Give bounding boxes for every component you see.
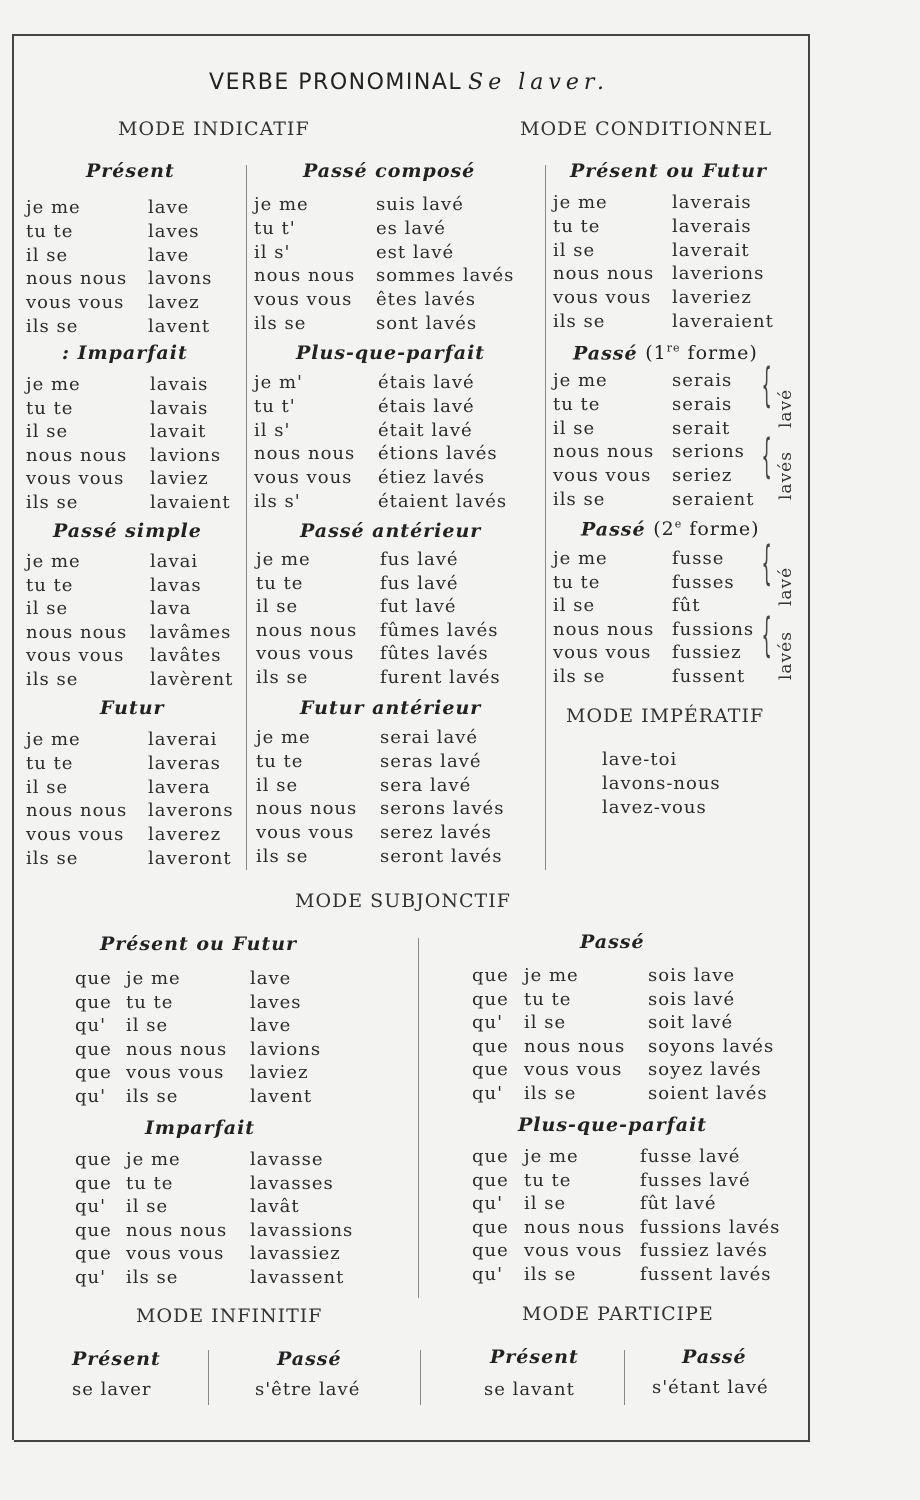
verb-form: lavez: [148, 292, 200, 314]
pronoun: vous vous: [26, 645, 125, 667]
pronoun: il se: [553, 239, 596, 261]
pronoun: il se: [26, 244, 69, 266]
tense-label: Présent: [490, 1346, 579, 1368]
verb-form: sera lavé: [380, 774, 472, 796]
tense-label: Plus-que-parfait: [296, 342, 486, 364]
pronoun: nous nous: [26, 621, 128, 643]
pronoun: ils se: [126, 1267, 179, 1288]
pronoun: je me: [126, 968, 181, 989]
page-title: [0, 70, 818, 95]
verb-form: lavais: [150, 374, 209, 395]
brace-plural: {: [761, 608, 772, 662]
pronoun: nous nous: [524, 1216, 626, 1238]
pronoun: tu te: [553, 215, 601, 237]
verb-form: laveraient: [672, 311, 774, 332]
pronoun: nous nous: [254, 443, 356, 465]
pronoun: vous vous: [553, 287, 652, 309]
pronoun: tu te: [26, 397, 74, 419]
imperatif-form: lavons-nous: [602, 773, 721, 794]
verb-form: fussions: [672, 618, 755, 640]
tense-label: Passé composé: [303, 160, 476, 182]
pronoun: vous vous: [524, 1240, 623, 1262]
pronoun: vous vous: [524, 1059, 623, 1081]
pronoun: nous nous: [126, 1038, 228, 1060]
verb-form: serions: [672, 441, 745, 463]
participe-passe: s'étant lavé: [652, 1377, 769, 1398]
verb-form: fûmes lavés: [380, 619, 499, 641]
mode-conditionnel: MODE CONDITIONNEL: [520, 118, 773, 140]
column-divider-right: [545, 165, 546, 870]
pronoun: tu te: [256, 572, 304, 594]
pronoun: tu te: [524, 1169, 572, 1191]
pronoun: ils se: [126, 1086, 179, 1107]
pronoun: qu': [472, 1012, 504, 1034]
verb-form: lavas: [150, 574, 202, 596]
verb-form: fusses lavé: [640, 1169, 751, 1191]
pronoun: je me: [524, 965, 579, 986]
pronoun: tu te: [26, 574, 74, 596]
verb-form: lave: [250, 1015, 292, 1037]
tense-label: Présent ou Futur: [100, 933, 298, 955]
participe-present: se lavant: [484, 1379, 575, 1400]
pronoun: il se: [256, 596, 299, 618]
pronoun: vous vous: [26, 824, 125, 846]
verb-form: fus lavé: [380, 549, 459, 570]
pronoun: nous nous: [256, 798, 358, 820]
pronoun: vous vous: [553, 465, 652, 487]
tense-label: Imparfait: [145, 1117, 256, 1139]
title-verb: Se laver.: [468, 70, 609, 95]
verb-form: lavent: [250, 1086, 313, 1107]
verb-form: étais lavé: [378, 372, 475, 393]
verb-form: lavent: [148, 316, 211, 337]
tense-label: Présent: [72, 1348, 161, 1370]
verb-form: lavera: [148, 776, 211, 798]
tense-label-text: Imparfait: [77, 342, 188, 364]
verb-form: laverait: [672, 239, 750, 261]
pronoun: que: [472, 1035, 509, 1057]
vertical-label-plural: lavés: [776, 451, 796, 500]
verb-form: fussiez lavés: [640, 1240, 768, 1262]
verb-form: seraient: [672, 489, 755, 510]
verb-form: lave: [148, 244, 190, 266]
pronoun: vous vous: [256, 822, 355, 844]
pronoun: ils se: [256, 846, 309, 867]
column-divider-left: [246, 165, 247, 870]
verb-form: serais: [672, 370, 733, 391]
verb-form: fut lavé: [380, 596, 457, 618]
margin-mark: :: [62, 342, 78, 364]
tense-label: Passé: [580, 931, 645, 953]
tense-label-text: Passé: [573, 342, 638, 365]
pronoun: vous vous: [254, 467, 353, 489]
verb-form: lavasses: [250, 1172, 334, 1194]
verb-form: sois lavé: [648, 988, 736, 1010]
verb-form: laviez: [250, 1062, 309, 1084]
pronoun: tu t': [254, 217, 296, 239]
pronoun: que: [472, 1216, 509, 1238]
verb-form: furent lavés: [380, 667, 501, 688]
pronoun: ils se: [553, 311, 606, 332]
pronoun: ils se: [26, 848, 79, 869]
pronoun: ils se: [254, 313, 307, 334]
pronoun: nous nous: [26, 444, 128, 466]
pronoun: il se: [26, 776, 69, 798]
tense-label: Passé simple: [53, 520, 202, 542]
pronoun: ils se: [553, 489, 606, 510]
brace-singular: {: [761, 358, 772, 412]
vertical-label-singular: lavé: [776, 566, 796, 606]
pronoun: ils se: [26, 492, 79, 513]
verb-form: étiez lavés: [378, 467, 486, 489]
infinitif-passe: s'être lavé: [255, 1379, 361, 1400]
pronoun: qu': [75, 1015, 107, 1037]
verb-form: laverai: [148, 729, 218, 750]
column-divider: [624, 1350, 625, 1405]
pronoun: je me: [26, 374, 81, 395]
pronoun: que: [75, 1172, 112, 1194]
mode-imperatif: MODE IMPÉRATIF: [566, 705, 765, 727]
pronoun: tu te: [553, 393, 601, 415]
pronoun: vous vous: [26, 292, 125, 314]
verb-form: laviez: [150, 468, 209, 490]
verb-form: lavasse: [250, 1149, 324, 1170]
verb-form: laves: [250, 991, 302, 1013]
pronoun: qu': [75, 1086, 107, 1107]
pronoun: nous nous: [553, 263, 655, 285]
mode-infinitif: MODE INFINITIF: [136, 1305, 323, 1327]
verb-form: était lavé: [378, 419, 473, 441]
verb-form: serons lavés: [380, 798, 505, 820]
tense-label: Passé: [682, 1346, 747, 1368]
pronoun: je me: [26, 551, 81, 572]
verb-form: lavassiez: [250, 1243, 341, 1265]
tense-label: Futur: [100, 697, 165, 719]
pronoun: nous nous: [553, 441, 655, 463]
pronoun: qu': [472, 1193, 504, 1215]
pronoun: tu te: [256, 750, 304, 772]
verb-form: est lavé: [376, 241, 455, 263]
pronoun: tu te: [553, 571, 601, 593]
mode-participe: MODE PARTICIPE: [522, 1303, 714, 1325]
pronoun: nous nous: [553, 618, 655, 640]
pronoun: ils se: [524, 1083, 577, 1104]
verb-form: fus lavé: [380, 572, 459, 594]
verb-form: soyons lavés: [648, 1035, 775, 1057]
pronoun: il se: [126, 1015, 169, 1037]
column-divider-subjonctif: [418, 938, 419, 1298]
verb-form: lavons: [148, 268, 213, 290]
pronoun: vous vous: [256, 643, 355, 665]
verb-form: lavâtes: [150, 645, 222, 667]
pronoun: vous vous: [254, 289, 353, 311]
verb-form: fût lavé: [640, 1193, 717, 1215]
pronoun: nous nous: [254, 265, 356, 287]
vertical-label-plural: lavés: [776, 631, 796, 680]
verb-form: laverions: [672, 263, 765, 285]
verb-form: es lavé: [376, 217, 446, 239]
mode-indicatif: MODE INDICATIF: [118, 118, 310, 140]
brace-plural: {: [761, 429, 772, 483]
pronoun: il se: [553, 417, 596, 439]
pronoun: il s': [254, 419, 291, 441]
pronoun: que: [472, 988, 509, 1010]
pronoun: tu te: [524, 988, 572, 1010]
pronoun: que: [75, 1219, 112, 1241]
pronoun: nous nous: [26, 800, 128, 822]
verb-form: laveront: [148, 848, 232, 869]
verb-form: laveras: [148, 752, 221, 774]
pronoun: je me: [553, 192, 608, 213]
mode-subjonctif: MODE SUBJONCTIF: [295, 890, 511, 912]
verb-form: serais: [672, 393, 733, 415]
pronoun: il s': [254, 241, 291, 263]
column-divider: [420, 1350, 421, 1405]
brace-singular: {: [761, 536, 772, 590]
pronoun: ils se: [256, 667, 309, 688]
pronoun: que: [75, 1062, 112, 1084]
tense-label: Présent: [86, 160, 175, 182]
pronoun: ils se: [553, 666, 606, 687]
verb-form: lavâmes: [150, 621, 232, 643]
pronoun: que: [75, 1243, 112, 1265]
verb-form: lavèrent: [150, 669, 234, 690]
verb-form: êtes lavés: [376, 289, 477, 311]
pronoun: vous vous: [553, 642, 652, 664]
verb-form: serez lavés: [380, 822, 492, 844]
verb-form: fût: [672, 595, 701, 617]
title-text: VERBE PRONOMINAL: [209, 70, 463, 95]
pronoun: ils s': [254, 491, 301, 512]
pronoun: vous vous: [26, 468, 125, 490]
tense-label: Futur antérieur: [300, 697, 482, 719]
verb-form: laverais: [672, 192, 752, 213]
pronoun: tu te: [126, 991, 174, 1013]
verb-form: serai lavé: [380, 727, 479, 748]
verb-form: fûtes lavés: [380, 643, 489, 665]
verb-form: seront lavés: [380, 846, 503, 867]
pronoun: que: [75, 991, 112, 1013]
verb-form: lavais: [150, 397, 209, 419]
verb-form: sont lavés: [376, 313, 478, 334]
verb-form: lava: [150, 598, 192, 620]
verb-form: lavions: [250, 1038, 322, 1060]
verb-form: fusse lavé: [640, 1146, 741, 1167]
verb-form: laveriez: [672, 287, 752, 309]
verb-form: soyez lavés: [648, 1059, 762, 1081]
pronoun: je me: [256, 727, 311, 748]
pronoun: tu te: [126, 1172, 174, 1194]
verb-form: étions lavés: [378, 443, 498, 465]
verb-form: fusse: [672, 548, 725, 569]
verb-form: laverons: [148, 800, 234, 822]
pronoun: il se: [26, 421, 69, 443]
bottom-rule: [14, 1440, 810, 1442]
pronoun: je m': [254, 372, 303, 393]
imperatif-form: lavez-vous: [602, 797, 707, 818]
pronoun: que: [75, 1038, 112, 1060]
verb-form: lavaient: [150, 492, 231, 513]
verb-form: lave: [148, 197, 190, 218]
verb-form: fussiez: [672, 642, 742, 664]
pronoun: que: [472, 965, 509, 986]
tense-label: Passé antérieur: [300, 520, 482, 542]
column-divider: [208, 1350, 209, 1405]
pronoun: je me: [26, 729, 81, 750]
verb-form: lavât: [250, 1196, 300, 1218]
pronoun: nous nous: [256, 619, 358, 641]
verb-form: serait: [672, 417, 731, 439]
pronoun: vous vous: [126, 1062, 225, 1084]
pronoun: que: [75, 1149, 112, 1170]
pronoun: que: [472, 1169, 509, 1191]
verb-form: fussions lavés: [640, 1216, 781, 1238]
pronoun: nous nous: [26, 268, 128, 290]
verb-form: soient lavés: [648, 1083, 768, 1104]
verb-form: lave: [250, 968, 292, 989]
verb-form: fussent: [672, 666, 746, 687]
verb-form: suis lavé: [376, 194, 464, 215]
pronoun: je me: [126, 1149, 181, 1170]
verb-form: lavai: [150, 551, 199, 572]
pronoun: qu': [75, 1267, 107, 1288]
verb-form: fussent lavés: [640, 1264, 772, 1285]
imperatif-form: lave-toi: [602, 749, 678, 770]
pronoun: il se: [26, 598, 69, 620]
pronoun: tu te: [26, 752, 74, 774]
pronoun: tu t': [254, 395, 296, 417]
pronoun: il se: [553, 595, 596, 617]
verb-form: seriez: [672, 465, 733, 487]
pronoun: qu': [75, 1196, 107, 1218]
pronoun: nous nous: [126, 1219, 228, 1241]
tense-label: Passé: [277, 1348, 342, 1370]
tense-label-text: Passé: [581, 518, 646, 541]
verb-form: soit lavé: [648, 1012, 734, 1034]
tense-label: Plus-que-parfait: [518, 1114, 708, 1136]
verb-form: seras lavé: [380, 750, 482, 772]
tense-forme: (2e forme): [653, 518, 760, 541]
pronoun: ils se: [26, 669, 79, 690]
verb-form: étaient lavés: [378, 491, 508, 512]
pronoun: que: [75, 968, 112, 989]
pronoun: je me: [553, 548, 608, 569]
pronoun: je me: [524, 1146, 579, 1167]
verb-form: sommes lavés: [376, 265, 515, 287]
tense-label: [573, 342, 758, 364]
pronoun: vous vous: [126, 1243, 225, 1265]
verb-form: lavassent: [250, 1267, 345, 1288]
pronoun: qu': [472, 1264, 504, 1285]
verb-form: sois lave: [648, 965, 736, 986]
pronoun: je me: [553, 370, 608, 391]
pronoun: il se: [524, 1193, 567, 1215]
verb-form: fusses: [672, 571, 735, 593]
tense-label: [62, 342, 188, 364]
tense-forme: (1re forme): [645, 342, 758, 365]
pronoun: il se: [126, 1196, 169, 1218]
tense-label: [581, 518, 760, 540]
pronoun: nous nous: [524, 1035, 626, 1057]
verb-form: lavassions: [250, 1219, 354, 1241]
verb-form: lavions: [150, 444, 222, 466]
pronoun: ils se: [524, 1264, 577, 1285]
pronoun: je me: [256, 549, 311, 570]
pronoun: que: [472, 1146, 509, 1167]
pronoun: il se: [256, 774, 299, 796]
pronoun: ils se: [26, 316, 79, 337]
pronoun: je me: [254, 194, 309, 215]
pronoun: il se: [524, 1012, 567, 1034]
pronoun: qu': [472, 1083, 504, 1104]
pronoun: tu te: [26, 220, 74, 242]
infinitif-present: se laver: [72, 1379, 152, 1400]
verb-form: laverais: [672, 215, 752, 237]
vertical-label-singular: lavé: [776, 388, 796, 428]
pronoun: que: [472, 1240, 509, 1262]
verb-form: étais lavé: [378, 395, 475, 417]
tense-label: Présent ou Futur: [570, 160, 768, 182]
pronoun: je me: [26, 197, 81, 218]
verb-form: laverez: [148, 824, 222, 846]
verb-form: lavait: [150, 421, 207, 443]
pronoun: que: [472, 1059, 509, 1081]
verb-form: laves: [148, 220, 200, 242]
